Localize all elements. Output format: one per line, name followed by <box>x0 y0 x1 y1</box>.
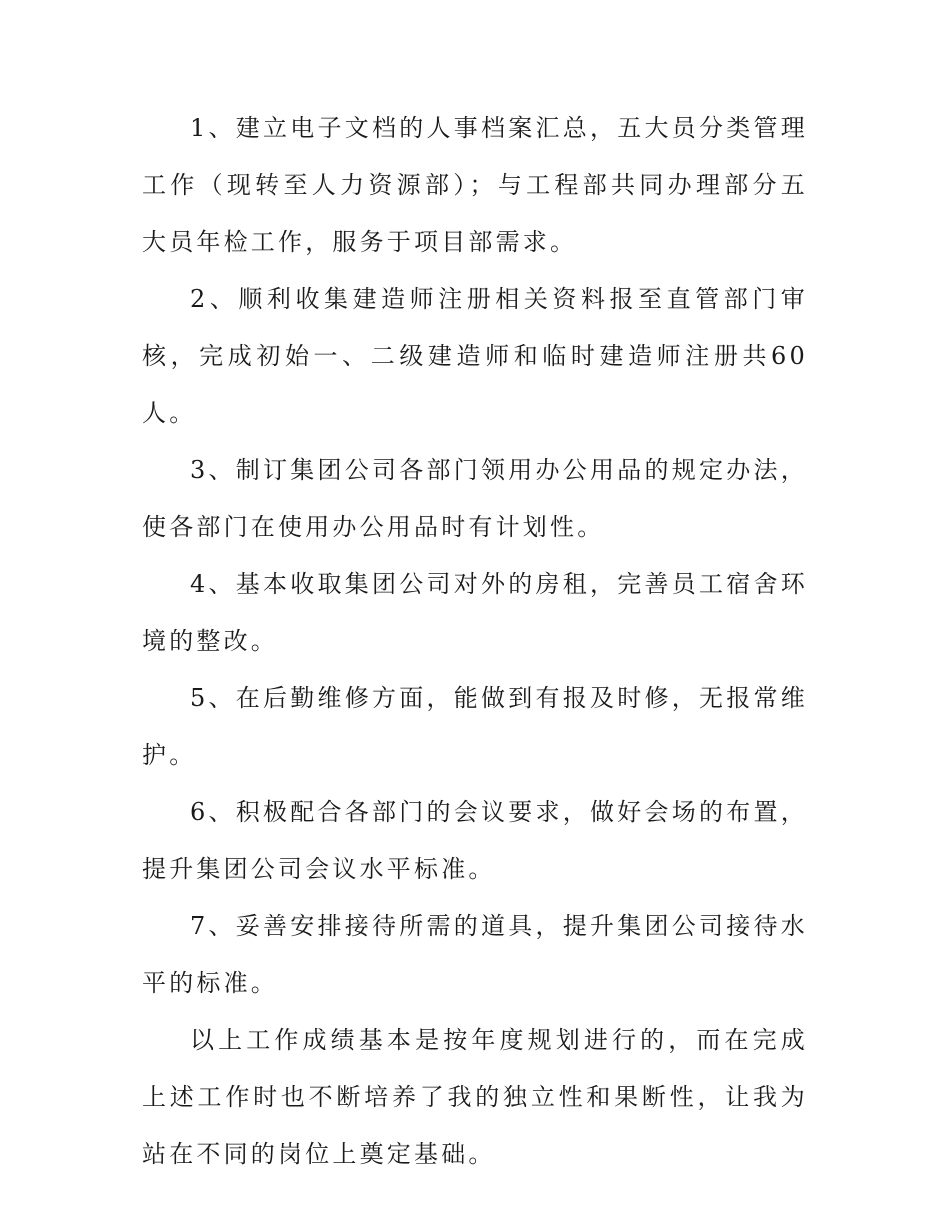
paragraph-item-3: 3、制订集团公司各部门领用办公用品的规定办法，使各部门在使用办公用品时有计划性。 <box>142 456 808 541</box>
paragraph-item-4: 4、基本收取集团公司对外的房租，完善员工宿舍环境的整改。 <box>142 570 808 655</box>
document-body <box>142 100 808 1183</box>
paragraph-item-2: 2、顺利收集建造师注册相关资料报至直管部门审核，完成初始一、二级建造师和临时建造师注册共60人。 <box>142 285 808 427</box>
paragraph-item-5: 5、在后勤维修方面，能做到有报及时修，无报常维护。 <box>142 684 808 769</box>
paragraph-item-6: 6、积极配合各部门的会议要求，做好会场的布置，提升集团公司会议水平标准。 <box>142 798 808 883</box>
summary-paragraph: 以上工作成绩基本是按年度规划进行的，而在完成上述工作时也不断培养了我的独立性和果断性，让我为站在不同的岗位上奠定基础。 <box>142 1026 808 1168</box>
paragraph-item-7: 7、妥善安排接待所需的道具，提升集团公司接待水平的标准。 <box>142 912 808 997</box>
paragraph-item-1: 1、建立电子文档的人事档案汇总，五大员分类管理工作（现转至人力资源部）；与工程部共同办理部分五大员年检工作，服务于项目部需求。 <box>142 114 808 256</box>
